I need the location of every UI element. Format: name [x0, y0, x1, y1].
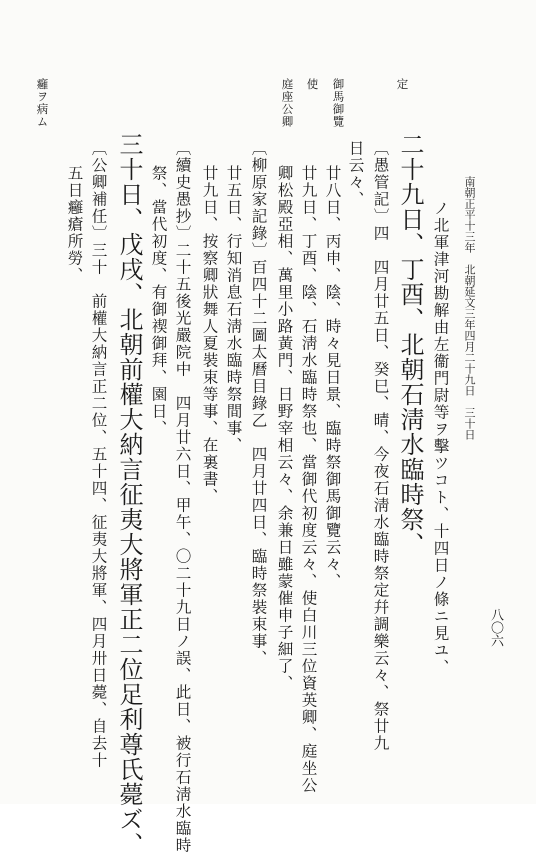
text-column: 卿松殿亞相、萬里小路黃門、日野宰相云々、余兼日雖蒙催申子細了、 [275, 165, 294, 692]
text-column: 日云々、 [346, 140, 365, 208]
text-column: 祭、當代初度、有御禊御拜、園日、 [149, 165, 168, 437]
text-column: 五日癰瘡所勞、 [65, 165, 84, 284]
margin-label: 庭座公卿 [280, 78, 295, 128]
text-column: 廿八日、丙申、陰、時々見日景、臨時祭御馬御覽云々、 [323, 165, 342, 590]
margin-label: 定 [395, 78, 410, 91]
text-column: 廿九日、丁酉、陰、石淸水臨時祭也、當御代初度云々、使白川三位資英卿、庭坐公 [299, 165, 318, 794]
margin-label: 癰ヲ病ム [35, 78, 50, 128]
page-number: 八〇六 [488, 608, 503, 647]
text-column: ノ北軍津河勘解由左衞門尉等ヲ擊ツコト、十四日ノ條ニ見ユ、 [431, 200, 450, 676]
text-column: 〔續史愚抄〕二十五後光嚴院中 四月廿六日、甲午、〇二十九日ノ誤、此日、被行石淸水臨時 [173, 140, 192, 854]
text-column: 〔柳原家記錄〕百四十二圖太曆目錄乙 四月廿四日、臨時祭裝束事、 [249, 140, 268, 667]
margin-label: 御馬御覽 [331, 78, 346, 128]
text-column: 〔愚管記〕四 四月廿五日、癸巳、晴、今夜石淸水臨時祭定幷調樂云々、祭廿九 [371, 140, 390, 752]
running-header: 南朝正平十三年 北朝延文三年四月二十九日 三十日 [463, 176, 476, 440]
heading-column: 二十九日、丁酉、北朝石淸水臨時祭、 [396, 132, 424, 557]
text-column: 廿五日、行知消息石淸水臨時祭間事、 [224, 165, 243, 454]
heading-column: 三十日、戊戌、北朝前權大納言征夷大將軍正二位足利尊氏薨ズ、 [115, 132, 143, 857]
text-column: 廿九日、按察卿狀舞人夏裝束等事、在裏書、 [200, 165, 219, 505]
text-column: 〔公卿補任〕三十 前權大納言正二位、五十四、征夷大將軍、四月卅日薨、自去十 [89, 140, 108, 769]
margin-label: 使 [305, 78, 320, 91]
